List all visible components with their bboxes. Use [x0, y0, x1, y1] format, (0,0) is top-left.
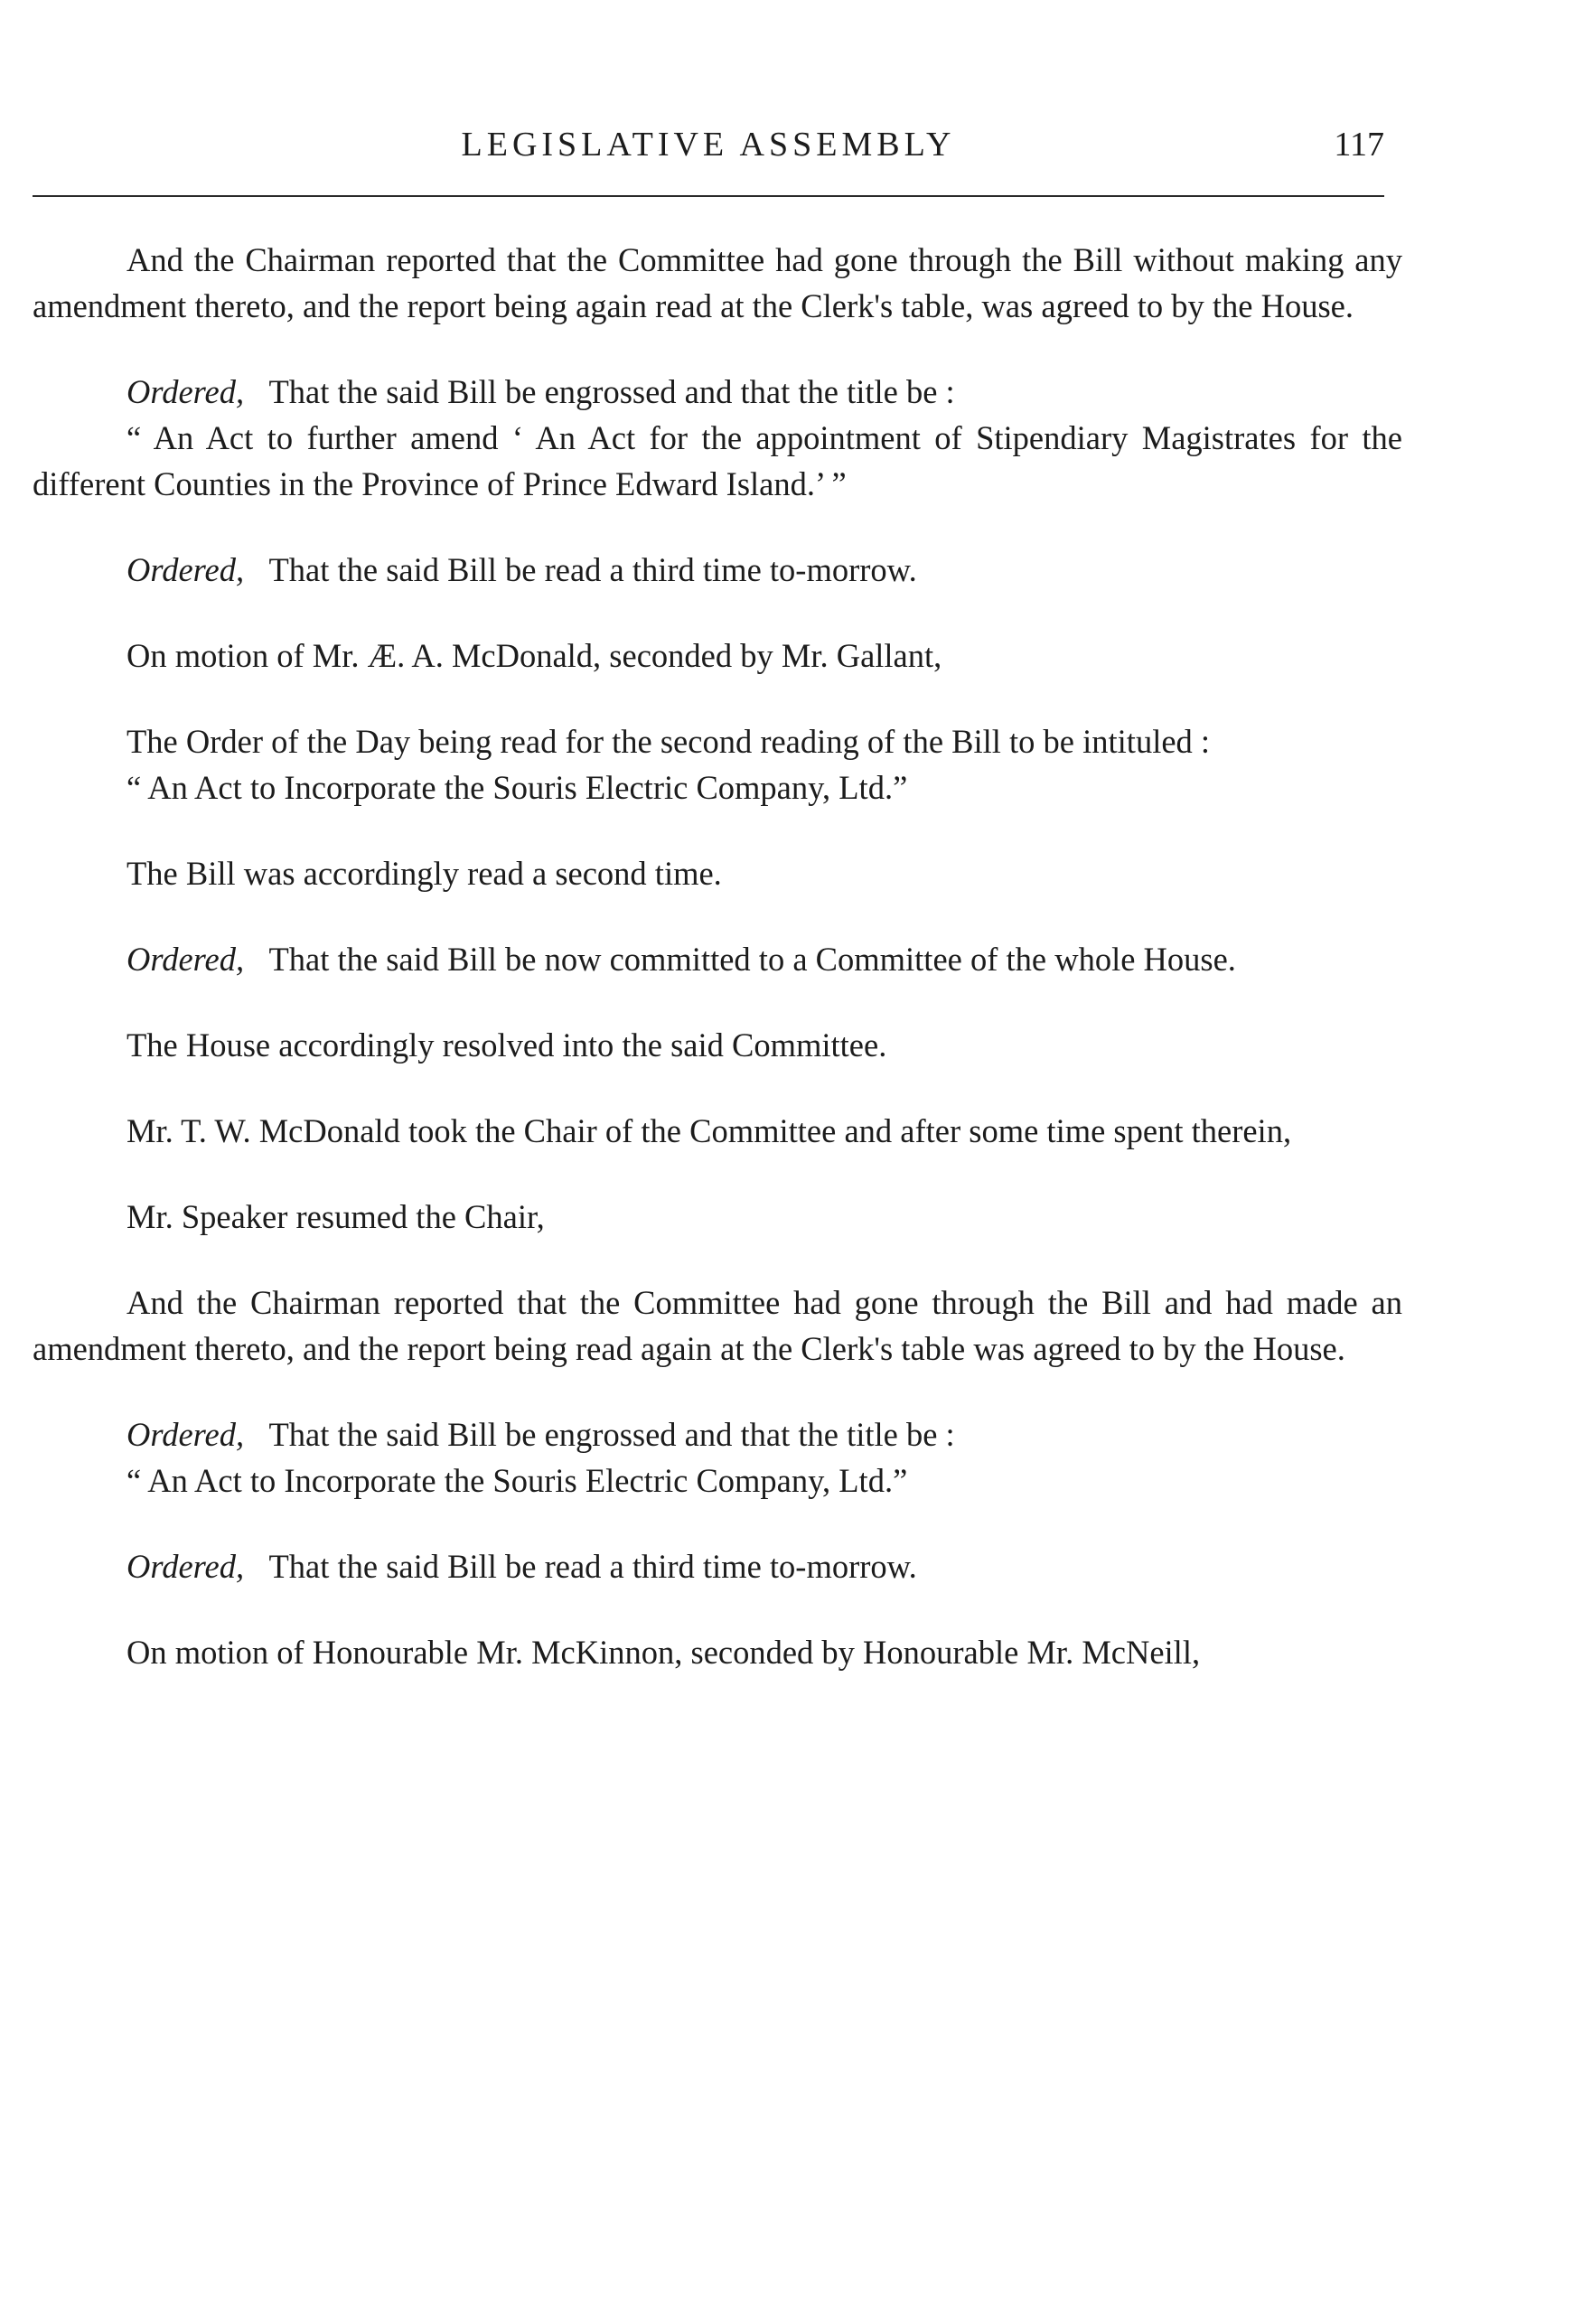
page-number: 117	[1334, 126, 1384, 164]
paragraph-text: The House accordingly resolved into the said Committee.	[126, 1026, 887, 1064]
paragraph-text: That the said Bill be read a third time to-morrow.	[268, 551, 917, 588]
paragraph-second-reading	[33, 850, 1402, 896]
paragraph-speaker-resumed	[33, 1194, 1402, 1240]
paragraph-ordered-engrossed-2	[33, 1411, 1402, 1457]
paragraph-ordered-committed	[33, 936, 1402, 982]
paragraph-ordered-third-reading	[33, 547, 1402, 593]
bill-title-quote	[33, 764, 1402, 811]
paragraph-text: And the Chairman reported that the Committee had gone through the Bill and had made an amendment thereto, and the report being read again at the Clerk's table was agreed to by the House.	[33, 1284, 1402, 1367]
paragraph-text: That the said Bill be engrossed and that the title be :	[268, 1416, 955, 1453]
paragraph-ordered-engrossed	[33, 369, 1402, 415]
paragraph-motion	[33, 633, 1402, 679]
paragraph-text: On motion of Mr. Æ. A. McDonald, seconded by Mr. Gallant,	[126, 637, 942, 674]
paragraph-chairman-report	[33, 237, 1402, 329]
paragraph-resolved-committee	[33, 1022, 1402, 1068]
ordered-label: Ordered,	[126, 1548, 245, 1585]
quote-text: “ An Act to Incorporate the Souris Electric Company, Ltd.”	[126, 1462, 908, 1499]
paragraph-ordered-third-reading-2	[33, 1543, 1402, 1589]
paragraph-text: Mr. Speaker resumed the Chair,	[126, 1198, 545, 1235]
paragraph-text: The Order of the Day being read for the second reading of the Bill to be intituled :	[126, 723, 1211, 760]
ordered-label: Ordered,	[126, 1416, 245, 1453]
paragraph-text: On motion of Honourable Mr. McKinnon, seconded by Honourable Mr. McNeill,	[126, 1634, 1201, 1671]
running-title: LEGISLATIVE ASSEMBLY	[461, 126, 956, 164]
paragraph-order-of-day	[33, 718, 1402, 764]
paragraph-took-chair	[33, 1108, 1402, 1154]
bill-title-quote	[33, 1457, 1402, 1504]
paragraph-text: And the Chairman reported that the Committee had gone through the Bill without making any amendment thereto, and the report being again read at the Clerk's table, was agreed to by the House.	[33, 241, 1402, 324]
header-rule	[33, 195, 1384, 197]
paragraph-text: The Bill was accordingly read a second time.	[126, 855, 722, 892]
quote-text: “ An Act to Incorporate the Souris Electric Company, Ltd.”	[126, 769, 908, 806]
ordered-label: Ordered,	[126, 551, 245, 588]
paragraph-text: That the said Bill be engrossed and that the title be :	[268, 373, 955, 410]
ordered-label: Ordered,	[126, 373, 245, 410]
running-head	[33, 125, 1384, 170]
paragraph-chairman-amendment	[33, 1279, 1402, 1372]
ordered-label: Ordered,	[126, 941, 245, 978]
body-text	[33, 237, 1402, 1675]
bill-title-quote	[33, 415, 1402, 507]
paragraph-text: That the said Bill be now committed to a Committee of the whole House.	[268, 941, 1236, 978]
quote-text: “ An Act to further amend ‘ An Act for the appointment of Stipendiary Magistrates for the different Counties in the Province of Prince Edward Island.’ ”	[33, 419, 1402, 502]
paragraph-motion-2	[33, 1629, 1402, 1675]
paragraph-text: That the said Bill be read a third time to-morrow.	[268, 1548, 917, 1585]
paragraph-text: Mr. T. W. McDonald took the Chair of the Committee and after some time spent therein,	[126, 1112, 1292, 1149]
